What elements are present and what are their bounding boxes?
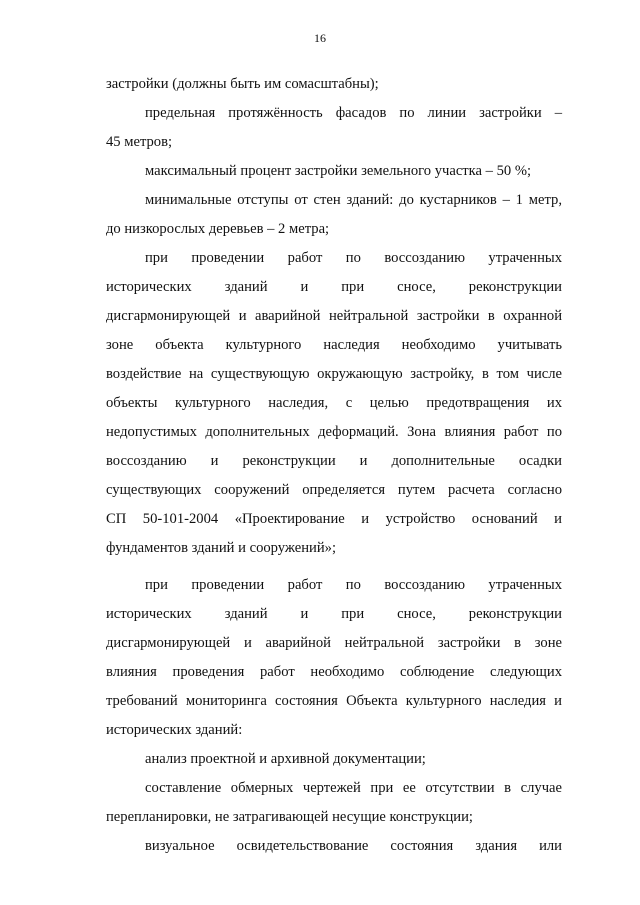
- text-line: недопустимых дополнительных деформаций. Зона влияния работ по: [106, 424, 562, 440]
- text-line: исторических зданий:: [106, 722, 243, 738]
- text-line: требований мониторинга состояния Объекта культурного наследия и: [106, 693, 562, 709]
- text-line: анализ проектной и архивной документации;: [145, 751, 426, 767]
- text-line: исторических зданий и при сносе, реконструкции: [106, 606, 562, 622]
- text-line: дисгармонирующей и аварийной нейтральной застройки в зоне: [106, 635, 562, 651]
- text-line: при проведении работ по воссозданию утраченных: [145, 577, 562, 593]
- text-line: составление обмерных чертежей при ее отсутствии в случае: [145, 780, 562, 796]
- text-line: при проведении работ по воссозданию утраченных: [145, 250, 562, 266]
- text-line: зоне объекта культурного наследия необходимо учитывать: [106, 337, 562, 353]
- text-line: перепланировки, не затрагивающей несущие конструкции;: [106, 809, 473, 825]
- text-line: дисгармонирующей и аварийной нейтральной застройки в охранной: [106, 308, 562, 324]
- text-line: предельная протяжённость фасадов по линии застройки –: [145, 105, 562, 121]
- text-line: СП 50-101-2004 «Проектирование и устройство оснований и: [106, 511, 562, 527]
- text-line: минимальные отступы от стен зданий: до кустарников – 1 метр,: [145, 192, 562, 208]
- text-line: 45 метров;: [106, 134, 173, 150]
- text-line: воздействие на существующую окружающую застройку, в том числе: [106, 366, 562, 382]
- text-line: застройки (должны быть им сомасштабны);: [106, 76, 379, 92]
- text-line: фундаментов зданий и сооружений»;: [106, 540, 337, 556]
- text-line: визуальное освидетельствование состояния здания или: [145, 838, 562, 854]
- text-line: максимальный процент застройки земельного участка – 50 %;: [145, 163, 532, 179]
- text-line: влияния проведения работ необходимо соблюдение следующих: [106, 664, 562, 680]
- text-line: существующих сооружений определяется путем расчета согласно: [106, 482, 562, 498]
- body-text: [106, 70, 562, 861]
- text-line: до низкорослых деревьев – 2 метра;: [106, 221, 330, 237]
- text-line: исторических зданий и при сносе, реконструкции: [106, 279, 562, 295]
- text-line: объекты культурного наследия, с целью предотвращения их: [106, 395, 562, 411]
- page-number: 16: [314, 31, 326, 45]
- text-line: воссозданию и реконструкции и дополнительные осадки: [106, 453, 562, 469]
